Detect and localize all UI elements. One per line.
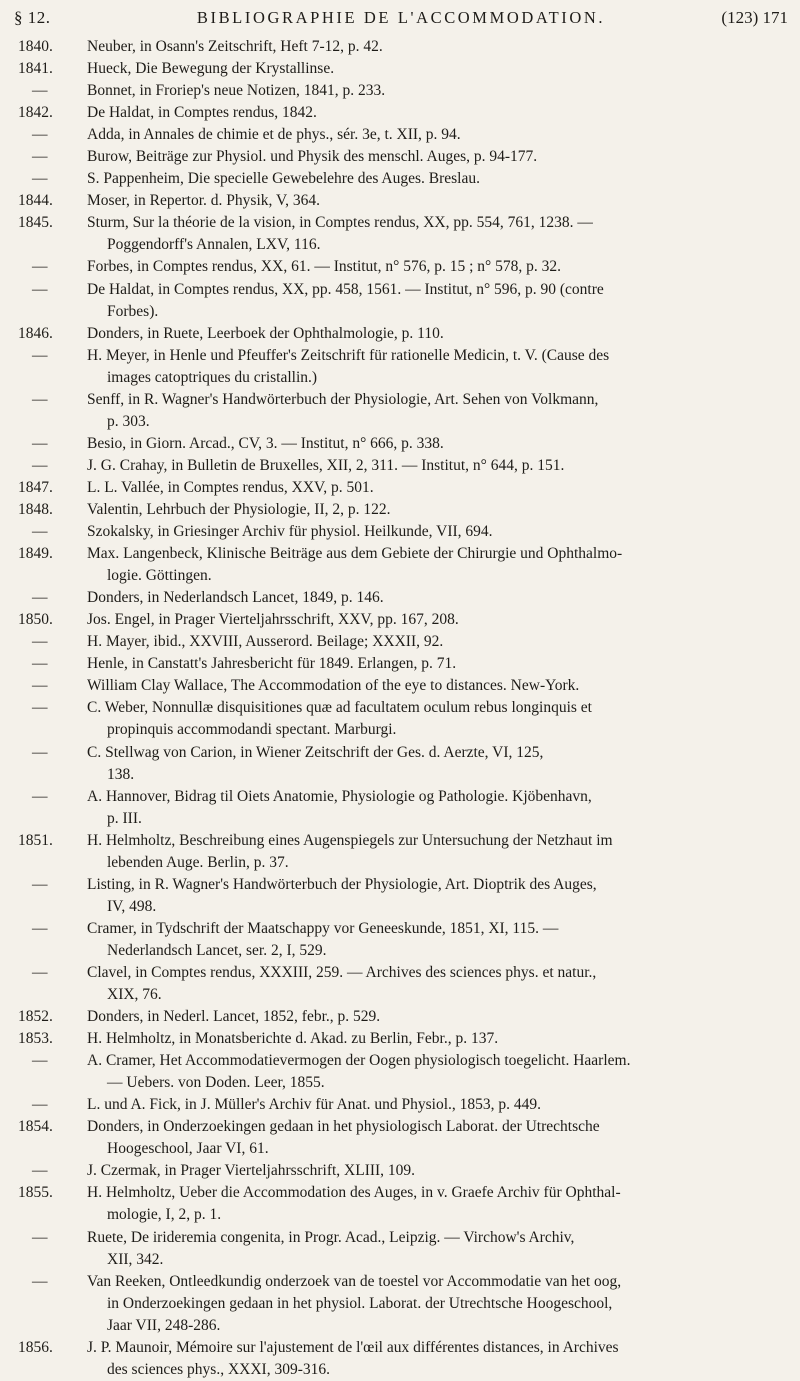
- entry-text-line: H. Mayer, ibid., XXVIII, Ausserord. Beilage; XXXII, 92.: [87, 633, 444, 651]
- entry-year: —: [32, 126, 48, 144]
- bibliography-entry: [18, 323, 788, 345]
- bibliography-entry: [18, 1271, 788, 1337]
- bibliography-entry: [18, 146, 788, 168]
- entry-text-line: Hoogeschool, Jaar VI, 61.: [107, 1140, 269, 1158]
- bibliography-entry: [18, 543, 788, 587]
- bibliography-entry: [18, 653, 788, 675]
- entry-text-line: Sturm, Sur la théorie de la vision, in Comptes rendus, XX, pp. 554, 761, 1238. —: [87, 214, 593, 232]
- entry-text-line: Adda, in Annales de chimie et de phys., sér. 3e, t. XII, p. 94.: [87, 126, 461, 144]
- entry-text-line: William Clay Wallace, The Accommodation of the eye to distances. New-York.: [87, 677, 580, 695]
- entry-year: —: [32, 1052, 48, 1070]
- entry-text-line: IV, 498.: [107, 897, 157, 915]
- entry-year: 1852.: [18, 1008, 53, 1026]
- entry-year: 1844.: [18, 192, 53, 210]
- bibliography-entry: [18, 786, 788, 830]
- bibliography-entry: [18, 433, 788, 455]
- entry-text-line: mologie, I, 2, p. 1.: [107, 1206, 222, 1224]
- entry-year: 1853.: [18, 1030, 53, 1048]
- entry-year: —: [32, 875, 48, 893]
- entry-text-line: J. P. Maunoir, Mémoire sur l'ajustement de l'œil aux différentes distances, in Archives: [87, 1338, 619, 1356]
- bibliography-entry: [18, 389, 788, 433]
- entry-year: —: [32, 589, 48, 607]
- entry-text-line: Van Reeken, Ontleedkundig onderzoek van de toestel vor Accommodatie van het oog,: [87, 1272, 622, 1290]
- entry-year: —: [32, 963, 48, 981]
- entry-text-line: H. Meyer, in Henle und Pfeuffer's Zeitschrift für rationelle Medicin, t. V. (Cause des: [87, 346, 610, 364]
- bibliography-entry: [18, 190, 788, 212]
- page-number: (123) 171: [721, 8, 788, 27]
- entry-text-line: C. Weber, Nonnullæ disquisitiones quæ ad facultatem oculum rebus longinquis et: [87, 699, 592, 717]
- bibliography-entry: [18, 1094, 788, 1116]
- entry-text-line: Neuber, in Osann's Zeitschrift, Heft 7-12, p. 42.: [87, 38, 383, 55]
- entry-text-line: L. und A. Fick, in J. Müller's Archiv für Anat. und Physiol., 1853, p. 449.: [87, 1096, 542, 1114]
- bibliography-entry: [18, 1182, 788, 1226]
- entry-year: 1851.: [18, 831, 53, 849]
- bibliography-entry: [18, 1337, 788, 1381]
- entry-year: —: [32, 1162, 48, 1180]
- entry-year: —: [32, 82, 48, 100]
- bibliography-entry: [18, 631, 788, 653]
- entry-year: —: [32, 919, 48, 937]
- bibliography-entry: [18, 962, 788, 1006]
- entry-year: 1849.: [18, 545, 53, 563]
- entry-text-line: Henle, in Canstatt's Jahresbericht für 1849. Erlangen, p. 71.: [87, 655, 457, 673]
- entry-text-line: XIX, 76.: [107, 986, 162, 1004]
- bibliography-list: [18, 36, 788, 1381]
- bibliography-entry: [18, 1116, 788, 1160]
- running-title: BIBLIOGRAPHIE DE L'ACCOMMODATION.: [196, 8, 606, 27]
- bibliography-entry: [18, 455, 788, 477]
- bibliography-entry: [18, 587, 788, 609]
- entry-text-line: — Uebers. von Doden. Leer, 1855.: [107, 1074, 325, 1092]
- bibliography-entry: [18, 697, 788, 741]
- entry-text-line: Max. Langenbeck, Klinische Beiträge aus dem Gebiete der Chirurgie und Ophthalmo-: [87, 545, 623, 563]
- entry-text-line: Valentin, Lehrbuch der Physiologie, II, 2, p. 122.: [87, 500, 391, 518]
- entry-year: —: [32, 743, 48, 761]
- entry-text-line: J. Czermak, in Prager Vierteljahrsschrift, XLIII, 109.: [87, 1162, 416, 1180]
- entry-year: 1850.: [18, 611, 53, 629]
- entry-year: —: [32, 148, 48, 166]
- bibliography-entry: [18, 1006, 788, 1028]
- entry-year: 1841.: [18, 60, 53, 78]
- entry-text-line: S. Pappenheim, Die specielle Gewebelehre des Auges. Breslau.: [87, 170, 480, 188]
- entry-text-line: p. 303.: [107, 412, 150, 430]
- entry-year: —: [32, 1228, 48, 1246]
- entry-year: —: [32, 787, 48, 805]
- bibliography-entry: [18, 830, 788, 874]
- bibliography-entry: [18, 168, 788, 190]
- entry-text-line: Clavel, in Comptes rendus, XXXIII, 259. — Archives des sciences phys. et natur.,: [87, 963, 597, 981]
- entry-year: —: [32, 280, 48, 298]
- entry-text-line: C. Stellwag von Carion, in Wiener Zeitschrift der Ges. d. Aerzte, VI, 125,: [87, 743, 544, 761]
- entry-year: —: [32, 434, 48, 452]
- entry-year: —: [32, 655, 48, 673]
- bibliography-entry: [18, 80, 788, 102]
- entry-text-line: Donders, in Nederl. Lancet, 1852, febr., p. 529.: [87, 1008, 381, 1026]
- bibliography-entry: [18, 1227, 788, 1271]
- entry-text-line: L. L. Vallée, in Comptes rendus, XXV, p. 501.: [87, 478, 374, 496]
- entry-text-line: H. Helmholtz, Ueber die Accommodation des Auges, in v. Graefe Archiv für Ophthal-: [87, 1184, 621, 1202]
- bibliography-entry: [18, 102, 788, 124]
- entry-year: 1854.: [18, 1118, 53, 1136]
- entry-year: 1846.: [18, 324, 53, 342]
- entry-year: —: [32, 633, 48, 651]
- entry-text-line: Bonnet, in Froriep's neue Notizen, 1841, p. 233.: [87, 82, 386, 100]
- bibliography-entry: [18, 256, 788, 278]
- entry-text-line: des sciences phys., XXXI, 309-316.: [107, 1360, 330, 1378]
- entry-text-line: images catoptriques du cristallin.): [107, 368, 318, 386]
- entry-text-line: Poggendorff's Annalen, LXV, 116.: [107, 236, 321, 254]
- entry-text-line: Forbes).: [107, 302, 159, 320]
- entry-text-line: Jos. Engel, in Prager Vierteljahrsschrift, XXV, pp. 167, 208.: [87, 611, 459, 629]
- entry-text-line: propinquis accommodandi spectant. Marburgi.: [107, 721, 397, 739]
- entry-text-line: Donders, in Ruete, Leerboek der Ophthalmologie, p. 110.: [87, 324, 444, 342]
- entry-text-line: p. III.: [107, 809, 142, 827]
- entry-text-line: XII, 342.: [107, 1250, 164, 1268]
- entry-text-line: Senff, in R. Wagner's Handwörterbuch der Physiologie, Art. Sehen von Volkmann,: [87, 390, 599, 408]
- bibliography-entry: [18, 609, 788, 631]
- entry-text-line: J. G. Crahay, in Bulletin de Bruxelles, XII, 2, 311. — Institut, n° 644, p. 151.: [87, 456, 565, 474]
- entry-year: 1855.: [18, 1184, 53, 1202]
- bibliography-entry: [18, 874, 788, 918]
- entry-text-line: Jaar VII, 248-286.: [107, 1316, 221, 1334]
- entry-year: 1840.: [18, 38, 53, 55]
- entry-text-line: logie. Göttingen.: [107, 567, 212, 585]
- entry-text-line: A. Hannover, Bidrag til Oiets Anatomie, Physiologie og Pathologie. Kjöbenhavn,: [87, 787, 592, 805]
- bibliography-entry: [18, 345, 788, 389]
- entry-year: 1856.: [18, 1338, 53, 1356]
- entry-text-line: H. Helmholtz, in Monatsberichte d. Akad. zu Berlin, Febr., p. 137.: [87, 1030, 499, 1048]
- bibliography-entry: [18, 1160, 788, 1182]
- entry-year: —: [32, 1272, 48, 1290]
- bibliography-entry: [18, 279, 788, 323]
- bibliography-entry: [18, 521, 788, 543]
- entry-text-line: in Onderzoekingen gedaan in het physiol. Laborat. der Utrechtsche Hoogeschool,: [107, 1294, 613, 1312]
- entry-year: —: [32, 346, 48, 364]
- entry-text-line: De Haldat, in Comptes rendus, 1842.: [87, 104, 317, 122]
- entry-year: 1848.: [18, 500, 53, 518]
- entry-text-line: De Haldat, in Comptes rendus, XX, pp. 458, 1561. — Institut, n° 596, p. 90 (contre: [87, 280, 604, 298]
- bibliography-entry: [18, 675, 788, 697]
- entry-year: —: [32, 523, 48, 541]
- entry-text-line: 138.: [107, 765, 135, 783]
- bibliography-entry: [18, 1028, 788, 1050]
- entry-year: —: [32, 390, 48, 408]
- entry-text-line: Listing, in R. Wagner's Handwörterbuch der Physiologie, Art. Dioptrik des Auges,: [87, 875, 597, 893]
- entry-text-line: Nederlandsch Lancet, ser. 2, I, 529.: [107, 941, 327, 959]
- running-header: [14, 2, 788, 32]
- entry-text-line: Moser, in Repertor. d. Physik, V, 364.: [87, 192, 321, 210]
- bibliography-entry: [18, 36, 788, 58]
- bibliography-entry: [18, 1050, 788, 1094]
- entry-text-line: Donders, in Onderzoekingen gedaan in het physiologisch Laborat. der Utrechtsche: [87, 1118, 600, 1136]
- entry-year: —: [32, 699, 48, 717]
- entry-text-line: A. Cramer, Het Accommodatievermogen der Oogen physiologisch toegelicht. Haarlem.: [87, 1052, 631, 1070]
- entry-year: 1842.: [18, 104, 53, 122]
- entry-text-line: Burow, Beiträge zur Physiol. und Physik des menschl. Auges, p. 94-177.: [87, 148, 538, 166]
- bibliography-entry: [18, 124, 788, 146]
- entry-text-line: Besio, in Giorn. Arcad., CV, 3. — Institut, n° 666, p. 338.: [87, 434, 444, 452]
- entry-year: —: [32, 456, 48, 474]
- entry-text-line: lebenden Auge. Berlin, p. 37.: [107, 853, 289, 871]
- entry-text-line: Ruete, De irideremia congenita, in Progr. Acad., Leipzig. — Virchow's Archiv,: [87, 1228, 575, 1246]
- entry-text-line: Cramer, in Tydschrift der Maatschappy vor Geneeskunde, 1851, XI, 115. —: [87, 919, 559, 937]
- entry-text-line: H. Helmholtz, Beschreibung eines Augenspiegels zur Untersuchung der Netzhaut im: [87, 831, 613, 849]
- entry-year: —: [32, 1096, 48, 1114]
- bibliography-entry: [18, 499, 788, 521]
- bibliography-entry: [18, 918, 788, 962]
- bibliography-entry: [18, 477, 788, 499]
- bibliography-entry: [18, 212, 788, 256]
- entry-year: 1845.: [18, 214, 53, 232]
- bibliography-entry: [18, 742, 788, 786]
- entry-year: —: [32, 677, 48, 695]
- entry-text-line: Hueck, Die Bewegung der Krystallinse.: [87, 60, 335, 78]
- bibliography-entry: [18, 58, 788, 80]
- entry-text-line: Donders, in Nederlandsch Lancet, 1849, p. 146.: [87, 589, 384, 607]
- entry-year: —: [32, 258, 48, 276]
- section-number: § 12.: [14, 8, 51, 27]
- entry-year: 1847.: [18, 478, 53, 496]
- entry-text-line: Szokalsky, in Griesinger Archiv für physiol. Heilkunde, VII, 694.: [87, 523, 493, 541]
- entry-year: —: [32, 170, 48, 188]
- entry-text-line: Forbes, in Comptes rendus, XX, 61. — Institut, n° 576, p. 15 ; n° 578, p. 32.: [87, 258, 561, 276]
